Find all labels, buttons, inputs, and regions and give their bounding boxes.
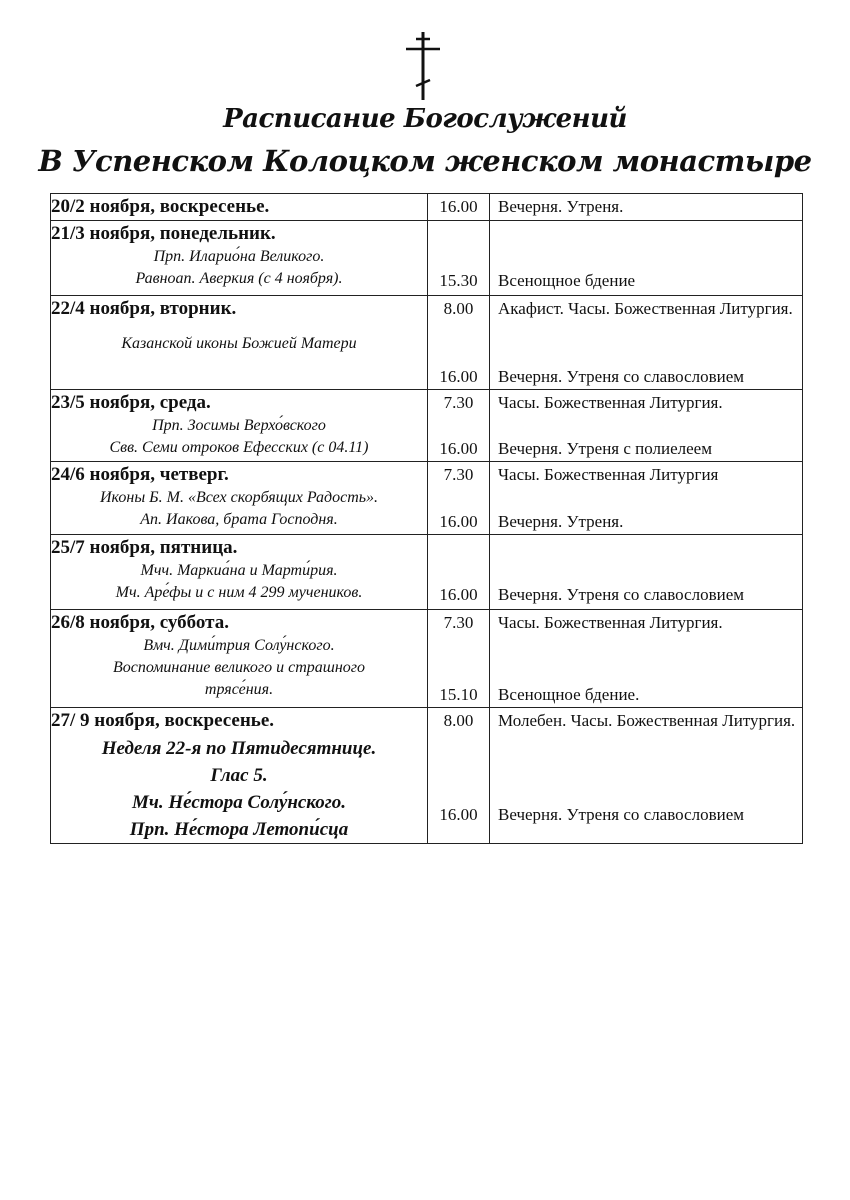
time-cell <box>428 390 490 462</box>
service-time: 7.30 <box>443 393 474 412</box>
date-cell <box>51 462 428 535</box>
table-row <box>51 296 803 390</box>
service-name: Вечерня. Утреня с полиелеем <box>498 439 712 458</box>
date-cell <box>51 390 428 462</box>
time-cell <box>428 610 490 708</box>
time-cell <box>428 296 490 390</box>
service-name: Вечерня. Утреня со славословием <box>498 805 745 824</box>
service-time: 16.00 <box>439 439 478 458</box>
time-cell <box>428 194 490 221</box>
time-cell <box>428 462 490 535</box>
service-cell <box>490 221 803 296</box>
feast-list <box>51 487 427 531</box>
service-time: 16.00 <box>439 197 478 216</box>
service-time: 8.00 <box>443 299 474 318</box>
time-cell <box>428 535 490 610</box>
feast-line: Прп. Не́стора Летопи́сца <box>129 819 349 840</box>
feast-line: Неделя 22-я по Пятидесятнице. <box>101 738 377 759</box>
service-name: Вечерня. Утреня. <box>498 197 624 216</box>
date-cell <box>51 610 428 708</box>
day-date: 27/ 9 ноября, воскресенье. <box>51 710 275 731</box>
service-cell <box>490 535 803 610</box>
service-time: 16.00 <box>439 512 478 531</box>
orthodox-cross-icon <box>403 30 443 102</box>
feast-line: Глас 5. <box>210 765 268 786</box>
feast-line: Казанской иконы Божией Матери <box>121 335 357 352</box>
feast-line: Ап. Иакова, брата Господня. <box>140 511 338 528</box>
day-date: 23/5 ноября, среда. <box>51 392 211 413</box>
day-date: 21/3 ноября, понедельник. <box>51 223 276 244</box>
service-cell <box>490 462 803 535</box>
date-cell <box>51 535 428 610</box>
service-name: Часы. Божественная Литургия. <box>498 393 723 412</box>
service-name: Часы. Божественная Литургия. <box>498 613 723 632</box>
feast-list <box>51 333 427 355</box>
feast-line: Свв. Семи отроков Ефесских (с 04.11) <box>109 439 369 456</box>
day-date: 20/2 ноября, воскресенье. <box>51 196 270 217</box>
service-time: 16.00 <box>439 805 478 824</box>
feast-line: Мч. Аре́фы и с ним 4 299 мучеников. <box>115 584 363 601</box>
date-cell <box>51 194 428 221</box>
table-row <box>51 535 803 610</box>
day-date: 26/8 ноября, суббота. <box>51 612 229 633</box>
service-time: 16.00 <box>439 367 478 386</box>
service-name: Вечерня. Утреня. <box>498 512 624 531</box>
service-time: 7.30 <box>443 613 474 632</box>
service-time: 8.00 <box>443 711 474 730</box>
service-time: 7.30 <box>443 465 474 484</box>
service-time: 15.30 <box>439 271 478 290</box>
feast-list <box>51 560 427 604</box>
feast-line: Прп. Зосимы Верхо́вского <box>152 417 326 434</box>
service-name: Часы. Божественная Литургия <box>498 465 719 484</box>
day-date: 24/6 ноября, четверг. <box>51 464 229 485</box>
day-date: 25/7 ноября, пятница. <box>51 537 238 558</box>
service-name: Вечерня. Утреня со славословием <box>498 367 745 386</box>
service-name: Всенощное бдение <box>498 271 636 290</box>
table-row <box>51 708 803 844</box>
feast-line: Мчч. Маркиа́на и Марти́рия. <box>140 562 338 579</box>
day-date: 22/4 ноября, вторник. <box>51 298 237 319</box>
service-name: Молебен. Часы. Божественная Литургия. <box>498 711 796 730</box>
feast-line: трясе́ния. <box>204 681 274 698</box>
service-cell <box>490 296 803 390</box>
service-cell <box>490 390 803 462</box>
feast-line: Вмч. Дими́трия Солу́нского. <box>143 637 335 654</box>
date-cell <box>51 221 428 296</box>
feast-list <box>51 635 427 701</box>
feast-list <box>51 246 427 290</box>
feast-line: Иконы Б. М. «Всех скорбящих Радость». <box>99 489 379 506</box>
table-row <box>51 610 803 708</box>
service-name: Вечерня. Утреня со славословием <box>498 585 745 604</box>
service-name: Акафист. Часы. Божественная Литургия. <box>498 299 793 318</box>
service-time: 16.00 <box>439 585 478 604</box>
table-row <box>51 194 803 221</box>
date-cell <box>51 708 428 844</box>
feast-line: Равноап. Аверкия (с 4 ноября). <box>135 270 343 287</box>
time-cell <box>428 221 490 296</box>
feast-line: Прп. Иларио́на Великого. <box>153 248 325 265</box>
feast-list <box>51 415 427 459</box>
feast-line: Воспоминание великого и страшного <box>112 659 366 676</box>
service-cell <box>490 708 803 844</box>
table-row <box>51 390 803 462</box>
table-row <box>51 462 803 535</box>
schedule-title: Расписание Богослужений <box>223 104 627 134</box>
feast-line: Мч. Не́стора Солу́нского. <box>132 792 346 813</box>
service-time: 15.10 <box>439 685 478 704</box>
monastery-subtitle: В Успенском Колоцком женском монастыре <box>38 144 812 178</box>
time-cell <box>428 708 490 844</box>
date-cell <box>51 296 428 390</box>
feast-list <box>51 735 427 843</box>
service-cell <box>490 194 803 221</box>
service-name: Всенощное бдение. <box>498 685 640 704</box>
service-cell <box>490 610 803 708</box>
schedule-table <box>50 193 803 844</box>
table-row <box>51 221 803 296</box>
